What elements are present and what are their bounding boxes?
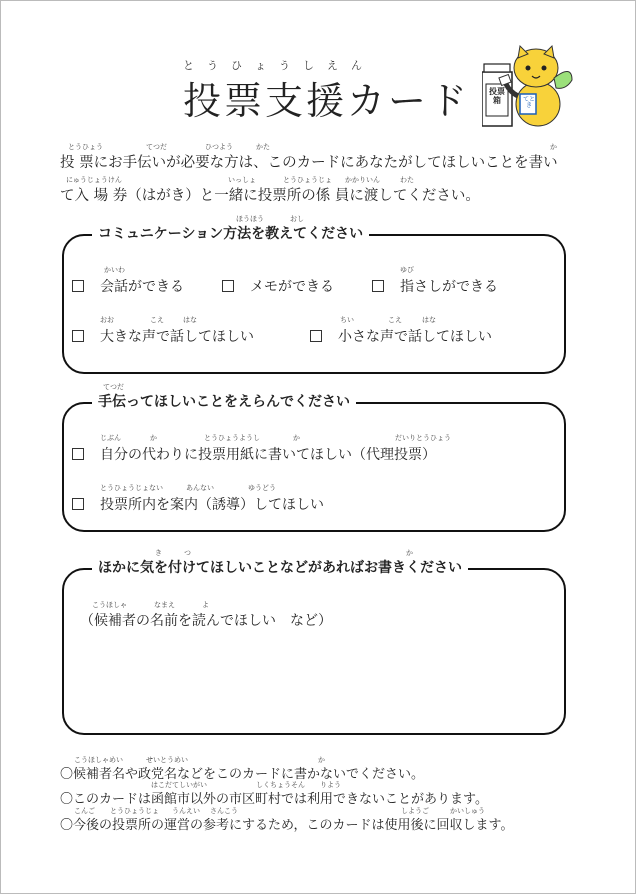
ruby: なまえ [154, 601, 175, 609]
mascot-badge-text: てとき [523, 96, 536, 109]
ruby: りよう [320, 781, 341, 789]
option-speak-loud[interactable] [72, 326, 254, 346]
ruby: かいわ [104, 266, 125, 274]
note-2: 〇このカードは函館市以外の市区町村では利用できないことがあります。 [60, 792, 488, 807]
option-label: メモができる [250, 279, 334, 295]
ruby: じぶん [100, 434, 121, 442]
checkbox[interactable] [372, 280, 384, 292]
ruby: あんない [186, 484, 214, 492]
ruby: こうほしゃ [92, 601, 127, 609]
ruby: かいしゅう [450, 807, 485, 815]
option-proxy-voting[interactable] [72, 444, 436, 464]
ruby: か [293, 434, 300, 442]
checkbox[interactable] [72, 330, 84, 342]
ruby: しようご [401, 807, 429, 815]
ruby: とうひょうようし [204, 434, 260, 442]
ruby: ゆび [400, 266, 414, 274]
page-title: 投票支援カード [183, 79, 471, 123]
assistance-section-title: 手伝ってほしいことをえらんでください [92, 393, 356, 411]
ruby: わた [400, 176, 414, 184]
ruby: うんえい [172, 807, 200, 815]
option-label: 指さしができる [400, 279, 498, 295]
ruby: てつだ [103, 383, 124, 391]
option-memo[interactable] [222, 276, 334, 296]
ruby: とうひょうじょない [100, 484, 163, 492]
ruby: こんご [74, 807, 95, 815]
ruby: か [150, 434, 157, 442]
ruby: はこだてしいがい [151, 781, 207, 789]
option-label: 大きな声で話してほしい [100, 329, 254, 345]
note-1: 〇候補者名や政党名などをこのカードに書かないでください。 [60, 767, 425, 782]
other-requests-section-title: ほかに気を付けてほしいことなどがあればお書きください [92, 559, 468, 577]
ruby: とうひょう [68, 143, 103, 151]
ruby: いっしょ [228, 176, 256, 184]
ruby: き [155, 549, 162, 557]
ruby: はな [422, 316, 436, 324]
ruby: にゅうじょうけん [66, 176, 122, 184]
option-label: 自分の代わりに投票用紙に書いてほしい（代理投票） [100, 447, 436, 463]
ruby: つ [184, 549, 191, 557]
ruby: はな [183, 316, 197, 324]
ballot-box-label: 投票箱 [489, 87, 505, 105]
ruby: こえ [388, 316, 402, 324]
ruby: おし [290, 215, 304, 223]
ruby: か [406, 549, 413, 557]
ruby: かかりいん [345, 176, 380, 184]
other-requests-section[interactable] [62, 560, 566, 735]
option-pointing[interactable] [372, 276, 498, 296]
ruby: こえ [150, 316, 164, 324]
option-conversation[interactable] [72, 276, 184, 296]
option-label: 小さな声で話してほしい [338, 329, 492, 345]
ruby: しくちょうそん [256, 781, 305, 789]
note-3: 〇今後の投票所の運営の参考にするため，このカードは使用後に回収します。 [60, 818, 514, 833]
option-speak-soft[interactable] [310, 326, 492, 346]
checkbox[interactable] [72, 498, 84, 510]
ruby: か [550, 143, 557, 151]
checkbox[interactable] [310, 330, 322, 342]
ruby: ゆうどう [248, 484, 276, 492]
ruby: さんこう [210, 807, 238, 815]
ruby: こうほしゃめい [74, 756, 123, 764]
ruby: おお [100, 316, 114, 324]
other-requests-example: （候補者の名前を読んでほしい など） [80, 613, 332, 629]
communication-section-title: コミュニケーション方法を教えてください [92, 225, 369, 243]
ruby: かた [256, 143, 270, 151]
ruby: ちい [340, 316, 354, 324]
ruby: せいとうめい [146, 756, 188, 764]
communication-section [62, 226, 566, 374]
ruby: とうひょうじょ [110, 807, 159, 815]
checkbox[interactable] [72, 280, 84, 292]
ruby: よ [202, 601, 209, 609]
option-label: 投票所内を案内（誘導）してほしい [100, 497, 324, 513]
ruby: てつだ [146, 143, 167, 151]
checkbox[interactable] [222, 280, 234, 292]
option-label: 会話ができる [100, 279, 184, 295]
ruby: とうひょうじょ [283, 176, 332, 184]
intro-line-1: 投 票にお手伝いが必要な方は、このカードにあなたがしてほしいことを書い [60, 155, 558, 171]
ruby: か [318, 756, 325, 764]
option-guidance[interactable] [72, 494, 324, 514]
title-ruby: とうひょうしえん [183, 59, 375, 72]
ruby: ほうほう [236, 215, 264, 223]
ruby: だいりとうひょう [395, 434, 451, 442]
intro-line-2: て入 場 券（はがき）と一緒に投票所の係 員に渡してください。 [60, 188, 480, 204]
ruby: ひつよう [205, 143, 233, 151]
checkbox[interactable] [72, 448, 84, 460]
